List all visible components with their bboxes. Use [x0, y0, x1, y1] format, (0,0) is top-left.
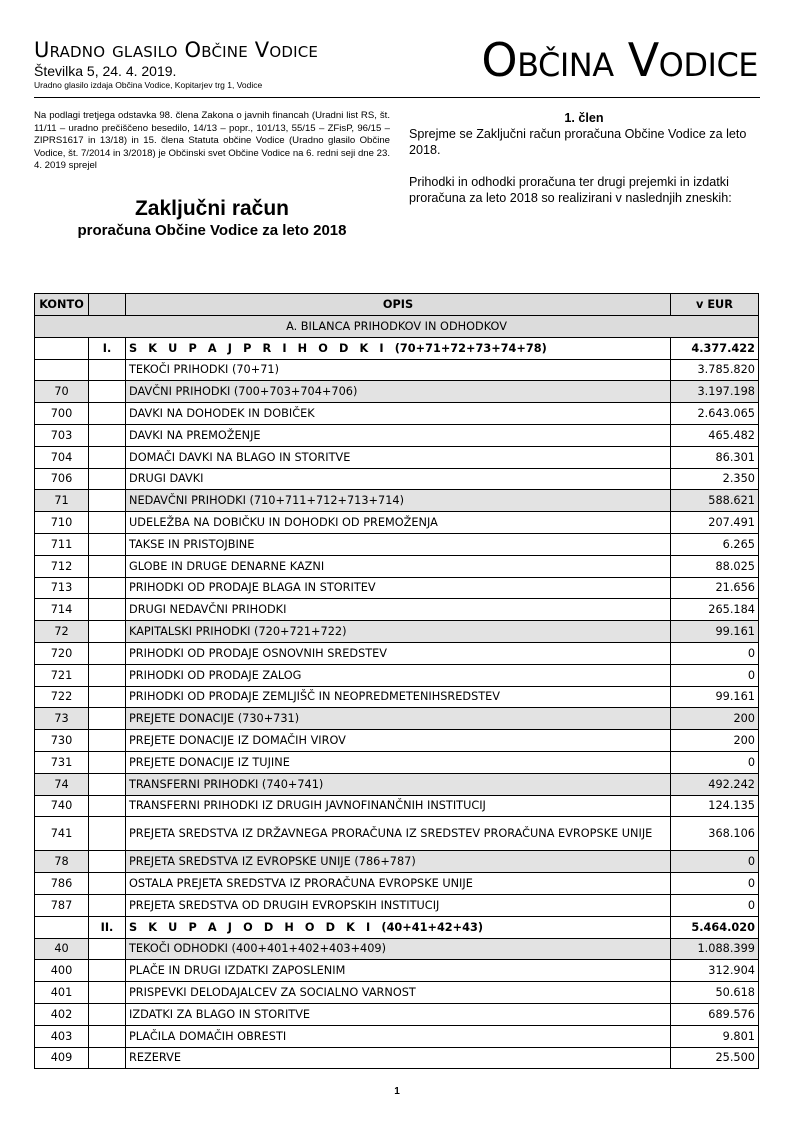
konto-cell: 706	[35, 468, 89, 490]
table-row	[35, 817, 759, 851]
row-value: 200	[671, 708, 759, 730]
row-value: 2.350	[671, 468, 759, 490]
header-konto: KONTO	[35, 294, 89, 316]
konto-cell: 40	[35, 938, 89, 960]
konto-cell: 731	[35, 751, 89, 773]
table-row	[35, 381, 759, 403]
table-row	[35, 490, 759, 512]
row-value: 265.184	[671, 599, 759, 621]
row-value: 0	[671, 894, 759, 916]
row-label: DOMAČI DAVKI NA BLAGO IN STORITVE	[126, 446, 671, 468]
row-value: 368.106	[671, 817, 759, 851]
row-label: TRANSFERNI PRIHODKI (740+741)	[126, 773, 671, 795]
row-label: IZDATKI ZA BLAGO IN STORITVE	[126, 1003, 671, 1025]
table-row	[35, 468, 759, 490]
konto-cell: 72	[35, 621, 89, 643]
header-divider	[34, 97, 760, 98]
row-label: PRIHODKI OD PRODAJE BLAGA IN STORITEV	[126, 577, 671, 599]
total-row-expenditure	[35, 916, 759, 938]
konto-cell: 74	[35, 773, 89, 795]
municipality-name: Občina Vodice	[481, 33, 758, 87]
table-row	[35, 642, 759, 664]
table-row	[35, 577, 759, 599]
row-value: 99.161	[671, 621, 759, 643]
total-label-text: S K U P A J P R I H O D K I	[129, 341, 388, 355]
article-heading: 1. člen	[564, 111, 604, 125]
legal-basis-text: Na podlagi tretjega odstavka 98. člena Zakona o javnih financah (Uradni list RS, št. 11/11 – uradno prečiščeno besedilo, 14/13 – popr., 101/13, 55/15 – ZFisP, 96/15 – ZIPRS1617 in 13/18) in 15. člena Statuta občine Vodice (Uradno glasilo Občine Vodice, št. 7/2014 in 3/2018) je Občinski svet Občine Vodice na 6. redni seji dne 23. 4. 2019 sprejel	[34, 110, 390, 172]
konto-cell: 741	[35, 817, 89, 851]
konto-cell: 704	[35, 446, 89, 468]
row-label: PLAČE IN DRUGI IZDATKI ZAPOSLENIM	[126, 960, 671, 982]
table-row	[35, 938, 759, 960]
row-label: TAKSE IN PRISTOJBINE	[126, 533, 671, 555]
page-number: 1	[394, 1086, 400, 1097]
row-value: 124.135	[671, 795, 759, 817]
row-label: DAVČNI PRIHODKI (700+703+704+706)	[126, 381, 671, 403]
row-label: PREJETA SREDSTVA IZ EVROPSKE UNIJE (786+787)	[126, 851, 671, 873]
row-label: PREJETE DONACIJE IZ DOMAČIH VIROV	[126, 730, 671, 752]
row-value: 0	[671, 642, 759, 664]
total-row-income	[35, 337, 759, 359]
total-formula: (70+71+72+73+74+78)	[394, 341, 547, 355]
table-row	[35, 424, 759, 446]
row-value: 588.621	[671, 490, 759, 512]
row-label: PRISPEVKI DELODAJALCEV ZA SOCIALNO VARNOST	[126, 982, 671, 1004]
table-row	[35, 1025, 759, 1047]
total-expenditure-label	[126, 916, 671, 938]
table-row	[35, 446, 759, 468]
row-value: 25.500	[671, 1047, 759, 1069]
table-row	[35, 982, 759, 1004]
row-value: 312.904	[671, 960, 759, 982]
konto-cell: 700	[35, 403, 89, 425]
total-expenditure-value: 5.464.020	[671, 916, 759, 938]
row-label: OSTALA PREJETA SREDSTVA IZ PRORAČUNA EVROPSKE UNIJE	[126, 873, 671, 895]
row-value: 2.643.065	[671, 403, 759, 425]
row-value: 9.801	[671, 1025, 759, 1047]
row-value: 0	[671, 751, 759, 773]
konto-cell: 714	[35, 599, 89, 621]
total-label-text: S K U P A J O D H O D K I	[129, 920, 374, 934]
konto-cell: 409	[35, 1047, 89, 1069]
table-row	[35, 795, 759, 817]
row-label: PRIHODKI OD PRODAJE ZEMLJIŠČ IN NEOPREDMETENIHSREDSTEV	[126, 686, 671, 708]
row-value: 465.482	[671, 424, 759, 446]
table-row	[35, 730, 759, 752]
row-label: REZERVE	[126, 1047, 671, 1069]
konto-cell: 703	[35, 424, 89, 446]
total-income-value: 4.377.422	[671, 337, 759, 359]
konto-cell: 711	[35, 533, 89, 555]
total-income-label	[126, 337, 671, 359]
table-row	[35, 708, 759, 730]
document-title-main: Zaključni račun	[134, 197, 290, 220]
row-value: 6.265	[671, 533, 759, 555]
row-label: PRIHODKI OD PRODAJE OSNOVNIH SREDSTEV	[126, 642, 671, 664]
table-row	[35, 599, 759, 621]
konto-cell: 710	[35, 512, 89, 534]
row-label: DRUGI DAVKI	[126, 468, 671, 490]
article-paragraph-2: Prihodki in odhodki proračuna ter drugi prejemki in izdatki proračuna za leto 2018 so realizirani v naslednjih zneskih:	[409, 175, 732, 205]
article-paragraph-1: Sprejme se Zaključni račun proračuna Občine Vodice za leto 2018.	[409, 127, 747, 157]
row-value: 88.025	[671, 555, 759, 577]
konto-cell: 70	[35, 381, 89, 403]
roman-mark: II.	[89, 916, 126, 938]
table-row	[35, 851, 759, 873]
konto-cell	[35, 916, 89, 938]
row-value: 99.161	[671, 686, 759, 708]
konto-cell	[35, 337, 89, 359]
table-row	[35, 751, 759, 773]
row-value: 21.656	[671, 577, 759, 599]
konto-cell: 721	[35, 664, 89, 686]
konto-cell: 730	[35, 730, 89, 752]
roman-mark: I.	[89, 337, 126, 359]
row-label: TEKOČI PRIHODKI (70+71)	[126, 359, 671, 381]
row-value: 0	[671, 851, 759, 873]
article-1	[409, 110, 759, 206]
table-row	[35, 894, 759, 916]
issue-info: Številka 5, 24. 4. 2019.	[34, 63, 177, 79]
table-row	[35, 359, 759, 381]
section-row	[35, 316, 759, 338]
row-label: TEKOČI ODHODKI (400+401+402+403+409)	[126, 938, 671, 960]
table-row	[35, 621, 759, 643]
row-label: DAVKI NA PREMOŽENJE	[126, 424, 671, 446]
row-label: PLAČILA DOMAČIH OBRESTI	[126, 1025, 671, 1047]
row-label: DAVKI NA DOHODEK IN DOBIČEK	[126, 403, 671, 425]
table-row	[35, 512, 759, 534]
row-value: 3.785.820	[671, 359, 759, 381]
table-row	[35, 664, 759, 686]
konto-cell: 78	[35, 851, 89, 873]
konto-cell: 713	[35, 577, 89, 599]
section-a-label: A. BILANCA PRIHODKOV IN ODHODKOV	[35, 316, 759, 338]
row-label: DRUGI NEDAVČNI PRIHODKI	[126, 599, 671, 621]
row-value: 689.576	[671, 1003, 759, 1025]
row-value: 200	[671, 730, 759, 752]
row-label: KAPITALSKI PRIHODKI (720+721+722)	[126, 621, 671, 643]
row-label: PREJETE DONACIJE IZ TUJINE	[126, 751, 671, 773]
gazette-title: Uradno glasilo Občine Vodice	[34, 38, 319, 62]
konto-cell: 401	[35, 982, 89, 1004]
konto-cell: 787	[35, 894, 89, 916]
row-label: UDELEŽBA NA DOBIČKU IN DOHODKI OD PREMOŽENJA	[126, 512, 671, 534]
table-row	[35, 403, 759, 425]
row-value: 1.088.399	[671, 938, 759, 960]
row-label: TRANSFERNI PRIHODKI IZ DRUGIH JAVNOFINANČNIH INSTITUCIJ	[126, 795, 671, 817]
row-label: PREJETA SREDSTVA OD DRUGIH EVROPSKIH INSTITUCIJ	[126, 894, 671, 916]
table-row	[35, 960, 759, 982]
table-row	[35, 773, 759, 795]
konto-cell: 400	[35, 960, 89, 982]
header-blank	[89, 294, 126, 316]
table-header-row	[35, 294, 759, 316]
gazette-header	[34, 38, 394, 91]
konto-cell: 712	[35, 555, 89, 577]
row-label: GLOBE IN DRUGE DENARNE KAZNI	[126, 555, 671, 577]
row-label: PRIHODKI OD PRODAJE ZALOG	[126, 664, 671, 686]
konto-cell: 740	[35, 795, 89, 817]
row-value: 3.197.198	[671, 381, 759, 403]
row-value: 492.242	[671, 773, 759, 795]
konto-cell: 73	[35, 708, 89, 730]
row-label: PREJETA SREDSTVA IZ DRŽAVNEGA PRORAČUNA IZ SREDSTEV PRORAČUNA EVROPSKE UNIJE	[126, 817, 671, 851]
row-value: 0	[671, 664, 759, 686]
total-formula: (40+41+42+43)	[381, 920, 484, 934]
table-row	[35, 1003, 759, 1025]
table-row	[35, 1047, 759, 1069]
row-label: PREJETE DONACIJE (730+731)	[126, 708, 671, 730]
konto-cell: 720	[35, 642, 89, 664]
header-opis: OPIS	[126, 294, 671, 316]
row-value: 0	[671, 873, 759, 895]
konto-cell: 786	[35, 873, 89, 895]
table-row	[35, 686, 759, 708]
header-value: v EUR	[671, 294, 759, 316]
document-title-sub: proračuna Občine Vodice za leto 2018	[77, 222, 347, 239]
konto-cell: 403	[35, 1025, 89, 1047]
konto-cell: 402	[35, 1003, 89, 1025]
row-label: NEDAVČNI PRIHODKI (710+711+712+713+714)	[126, 490, 671, 512]
document-title	[34, 196, 390, 240]
row-value: 207.491	[671, 512, 759, 534]
konto-cell: 722	[35, 686, 89, 708]
konto-cell	[35, 359, 89, 381]
table-row	[35, 533, 759, 555]
publisher-info: Uradno glasilo izdaja Občina Vodice, Kopitarjev trg 1, Vodice	[34, 80, 263, 90]
table-row	[35, 873, 759, 895]
row-value: 86.301	[671, 446, 759, 468]
konto-cell: 71	[35, 490, 89, 512]
table-row	[35, 555, 759, 577]
row-value: 50.618	[671, 982, 759, 1004]
budget-table	[34, 293, 759, 1069]
